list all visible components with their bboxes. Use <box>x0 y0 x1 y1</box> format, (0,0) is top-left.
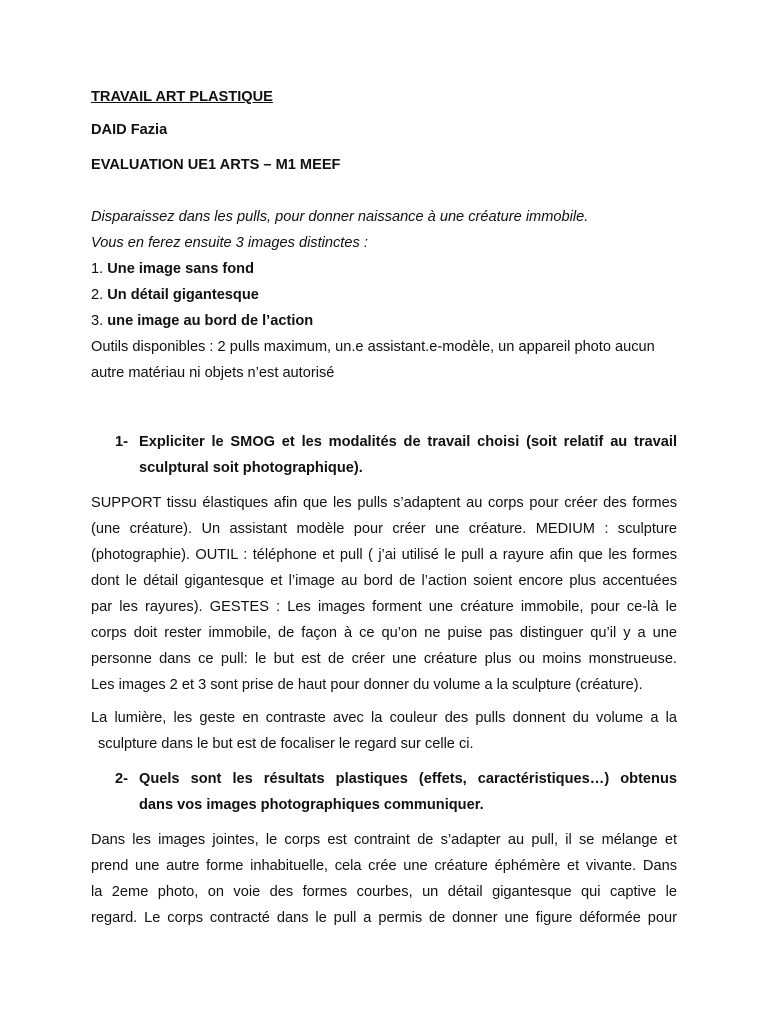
assignment-item-1 <box>91 260 254 278</box>
assignment-item-3 <box>91 312 313 330</box>
answer-1-line: SUPPORT tissu élastiques afin que les pulls s’adaptent au corps pour créer des formes <box>91 495 677 511</box>
answer-1-line: dont le détail gigantesque et l’image au bord de l’action soient encore plus accentuées <box>91 573 677 589</box>
answer-1-line: corps doit rester immobile, de façon à ce qu’on ne puise pas distinguer qu’il y a une <box>91 625 677 641</box>
question-1-line2: sculptural soit photographique). <box>139 460 363 476</box>
item-label: une image au bord de l’action <box>107 313 314 329</box>
question-2-number: 2- <box>115 771 128 787</box>
assignment-intro-line1: Disparaissez dans les pulls, pour donner naissance à une créature immobile. <box>91 209 589 225</box>
answer-2-line: prend une autre forme inhabituelle, cela crée une créature éphémère et vivante. Dans <box>91 858 677 874</box>
assignment-item-2 <box>91 286 259 304</box>
item-label: Un détail gigantesque <box>107 287 259 303</box>
answer-1-line: Les images 2 et 3 sont prise de haut pour donner du volume a la sculpture (créature). <box>91 677 643 693</box>
item-number: 1. <box>91 261 108 277</box>
item-number: 3. <box>91 313 108 329</box>
evaluation-heading: EVALUATION UE1 ARTS – M1 MEEF <box>91 157 341 173</box>
answer-2-line: regard. Le corps contracté dans le pull a permis de donner une figure déformée pour <box>91 910 677 926</box>
answer-1-line: (photographie). OUTIL : téléphone et pull ( j’ai utilisé le pull a rayure afin que les formes <box>91 547 677 563</box>
question-2-line1: Quels sont les résultats plastiques (effets, caractéristiques…) obtenus <box>139 771 677 787</box>
answer-1-line: par les rayures). GESTES : Les images forment une créature immobile, pour ce-là le <box>91 599 677 615</box>
item-label: Une image sans fond <box>107 261 255 277</box>
question-1-line1: Expliciter le SMOG et les modalités de travail choisi (soit relatif au travail <box>139 434 677 450</box>
answer-1-para2-line2: sculpture dans le but est de focaliser le regard sur celle ci. <box>98 736 474 752</box>
item-number: 2. <box>91 287 108 303</box>
assignment-intro-line2: Vous en ferez ensuite 3 images distinctes : <box>91 235 368 251</box>
author-name: DAID Fazia <box>91 122 168 138</box>
question-2-line2: dans vos images photographiques communiquer. <box>139 797 484 813</box>
question-1-number: 1- <box>115 434 128 450</box>
answer-1-para2-line1: La lumière, les geste en contraste avec la couleur des pulls donnent du volume a la <box>91 710 677 726</box>
answer-1-line: (une créature). Un assistant modèle pour créer une créature. MEDIUM : sculpture <box>91 521 677 537</box>
tools-line1: Outils disponibles : 2 pulls maximum, un.e assistant.e-modèle, un appareil photo aucun <box>91 339 655 355</box>
answer-2-line: Dans les images jointes, le corps est contraint de s’adapter au pull, il se mélange et <box>91 832 677 848</box>
document-title: TRAVAIL ART PLASTIQUE <box>91 89 273 105</box>
tools-line2: autre matériau ni objets n’est autorisé <box>91 365 335 381</box>
answer-1-line: personne dans ce pull: le but est de créer une créature plus ou moins monstrueuse. <box>91 651 677 667</box>
answer-2-line: la 2eme photo, on voie des formes courbes, un détail gigantesque qui captive le <box>91 884 677 900</box>
